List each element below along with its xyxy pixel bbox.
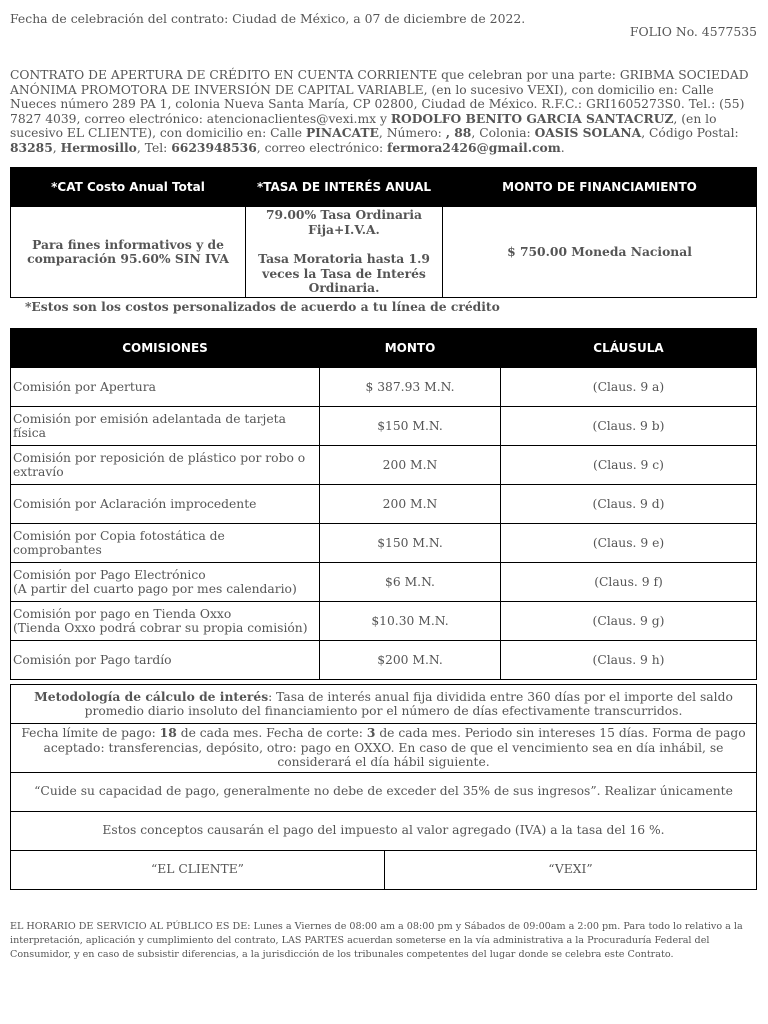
commission-label: Comisión por Aclaración improcedente (13, 496, 257, 511)
commission-amount: $10.30 M.N. (320, 602, 501, 641)
table-row (11, 602, 757, 641)
commission-amount: 200 M.N (320, 446, 501, 485)
intro-text-7: , Tel: (136, 140, 172, 155)
header-tasa: *TASA DE INTERÉS ANUAL (246, 168, 443, 207)
fecha-corte-label: de cada mes. Fecha de corte: (176, 726, 367, 740)
cost-note: *Estos son los costos personalizados de acuerdo a tu línea de crédito (25, 299, 500, 314)
table-row (11, 368, 757, 407)
commission-label: Comisión por pago en Tienda Oxxo (13, 606, 232, 621)
header-monto-financiamiento: MONTO DE FINANCIAMIENTO (443, 168, 757, 207)
header-clausula: CLÁUSULA (501, 329, 757, 368)
client-phone: 6623948536 (171, 139, 257, 155)
intro-text-8: , correo electrónico: (256, 140, 388, 155)
commission-name (11, 368, 320, 407)
fecha-limite-day: 18 (159, 725, 177, 740)
commission-amount: $200 M.N. (320, 641, 501, 680)
intro-text-2: , (en lo sucesivo EL CLIENTE), con domicilio en: Calle (10, 111, 717, 140)
monto-value: $ 750.00 Moneda Nacional (443, 207, 757, 298)
folio-number: FOLIO No. 4577535 (629, 24, 757, 39)
commission-clause: (Claus. 9 b) (501, 407, 757, 446)
tasa-value (246, 207, 443, 298)
commission-amount: $ 387.93 M.N. (320, 368, 501, 407)
table-row (11, 446, 757, 485)
fecha-corte-day: 3 (366, 725, 376, 740)
intro-text-5: , Código Postal: (641, 126, 739, 140)
commission-clause: (Claus. 9 c) (501, 446, 757, 485)
payment-terms-text: de cada mes. Periodo sin intereses 15 días. Forma de pago aceptado: transferencias, depósito, otro: pago en OXXO. En caso de que el vencimiento sea en día inhábil, se considerará el día hábil siguiente. (43, 726, 746, 769)
commission-label: Comisión por Copia fotostática de comprobantes (13, 528, 225, 557)
tasa-ordinaria: 79.00% Tasa Ordinaria Fija+I.V.A. (265, 207, 423, 237)
contract-intro (10, 68, 758, 155)
table-row (11, 407, 757, 446)
intro-text-9: . (560, 140, 565, 155)
signature-client: “EL CLIENTE” (11, 850, 385, 889)
commission-clause: (Claus. 9 a) (501, 368, 757, 407)
cat-value: Para fines informativos y de comparación 95.60% SIN IVA (11, 207, 246, 298)
header-comisiones: COMISIONES (11, 329, 320, 368)
metodologia-cell (11, 685, 757, 724)
commission-name (11, 485, 320, 524)
header-cat: *CAT Costo Anual Total (11, 168, 246, 207)
intro-text-1: CONTRATO DE APERTURA DE CRÉDITO EN CUENTA CORRIENTE que celebran por una parte: GRIBMA SOCIEDAD ANÓNIMA PROMOTORA DE INVERSIÓN DE CAPITAL VARIABLE, (en lo sucesivo VEXI), con domicilio en: Calle Nueces número 289 PA 1, colonia Nueva Santa María, CP 02800, Ciudad de México. R.F.C.: GRI1605273S0. Tel.: (55) 7827 4039, correo electrónico: atencionaclientes@vexi.mx y (10, 68, 749, 126)
commission-clause: (Claus. 9 g) (501, 602, 757, 641)
client-street: PINACATE (305, 125, 379, 140)
commission-amount: 200 M.N (320, 485, 501, 524)
metodologia-text: : Tasa de interés anual fija dividida entre 360 días por el importe del saldo promedio diario insoluto del financiamiento por el número de días efectivamente transcurridos. (84, 689, 733, 718)
commission-label: Comisión por Pago Electrónico (13, 567, 206, 582)
terms-table (10, 684, 757, 890)
commission-label: Comisión por Pago tardío (13, 652, 172, 667)
commission-clause: (Claus. 9 d) (501, 485, 757, 524)
tasa-moratoria: Tasa Moratoria hasta 1.9 veces la Tasa de Interés Ordinaria. (258, 251, 430, 296)
commission-name (11, 407, 320, 446)
intro-text-3: , Número: (378, 126, 446, 140)
commission-amount: $6 M.N. (320, 563, 501, 602)
intro-text-6: , (52, 140, 61, 155)
commission-name (11, 446, 320, 485)
client-colony: OASIS SOLANA (534, 125, 642, 140)
table-row (11, 641, 757, 680)
intro-text-4: , Colonia: (471, 126, 535, 140)
commission-label: Comisión por emisión adelantada de tarjeta física (13, 411, 286, 440)
client-name: RODOLFO BENITO GARCIA SANTACRUZ (390, 110, 674, 126)
commission-label: Comisión por reposición de plástico por robo o extravío (13, 450, 306, 479)
metodologia-label: Metodología de cálculo de interés (34, 688, 269, 704)
commission-clause: (Claus. 9 h) (501, 641, 757, 680)
commission-amount: $150 M.N. (320, 407, 501, 446)
commission-clause: (Claus. 9 f) (501, 563, 757, 602)
signature-vexi: “VEXI” (385, 850, 757, 889)
cuide-notice: “Cuide su capacidad de pago, generalmente no debe de exceder del 35% de sus ingresos”. Realizar únicamente (11, 772, 757, 811)
client-postal-code: 83285 (10, 139, 53, 155)
contract-date: Fecha de celebración del contrato: Ciudad de México, a 07 de diciembre de 2022. (10, 11, 526, 26)
commission-amount: $150 M.N. (320, 524, 501, 563)
client-email: fermora2426@gmail.com (387, 139, 561, 155)
client-city: Hermosillo (60, 139, 137, 155)
client-number: , 88 (445, 125, 472, 140)
iva-notice: Estos conceptos causarán el pago del impuesto al valor agregado (IVA) a la tasa del 16 %. (11, 811, 757, 850)
service-hours-footer: EL HORARIO DE SERVICIO AL PÚBLICO ES DE: Lunes a Viernes de 08:00 am a 08:00 pm y Sábados de 09:00am a 2:00 pm. Para todo lo relativo a la interpretación, aplicación y cumplimiento del contrato, LAS PARTES acuerdan someterse en la vía administrativa a la Procuraduría Federal del Consumidor, y en caso de subsistir diferencias, a la jurisdicción de los tribunales competentes del lugar donde se celebra este Contrato. (10, 921, 743, 960)
commission-name (11, 524, 320, 563)
commission-name (11, 563, 320, 602)
commission-label: Comisión por Apertura (13, 379, 156, 394)
table-row (11, 563, 757, 602)
commission-sublabel: (A partir del cuarto pago por mes calendario) (13, 582, 297, 596)
header-monto: MONTO (320, 329, 501, 368)
commissions-table (10, 328, 757, 680)
table-row (11, 485, 757, 524)
commission-clause: (Claus. 9 e) (501, 524, 757, 563)
fecha-limite-label: Fecha límite de pago: (21, 726, 160, 740)
cost-summary-table (10, 167, 757, 298)
commission-sublabel: (Tienda Oxxo podrá cobrar su propia comisión) (13, 621, 308, 635)
payment-dates-cell (11, 724, 757, 773)
table-row (11, 524, 757, 563)
commission-name (11, 641, 320, 680)
commission-name (11, 602, 320, 641)
